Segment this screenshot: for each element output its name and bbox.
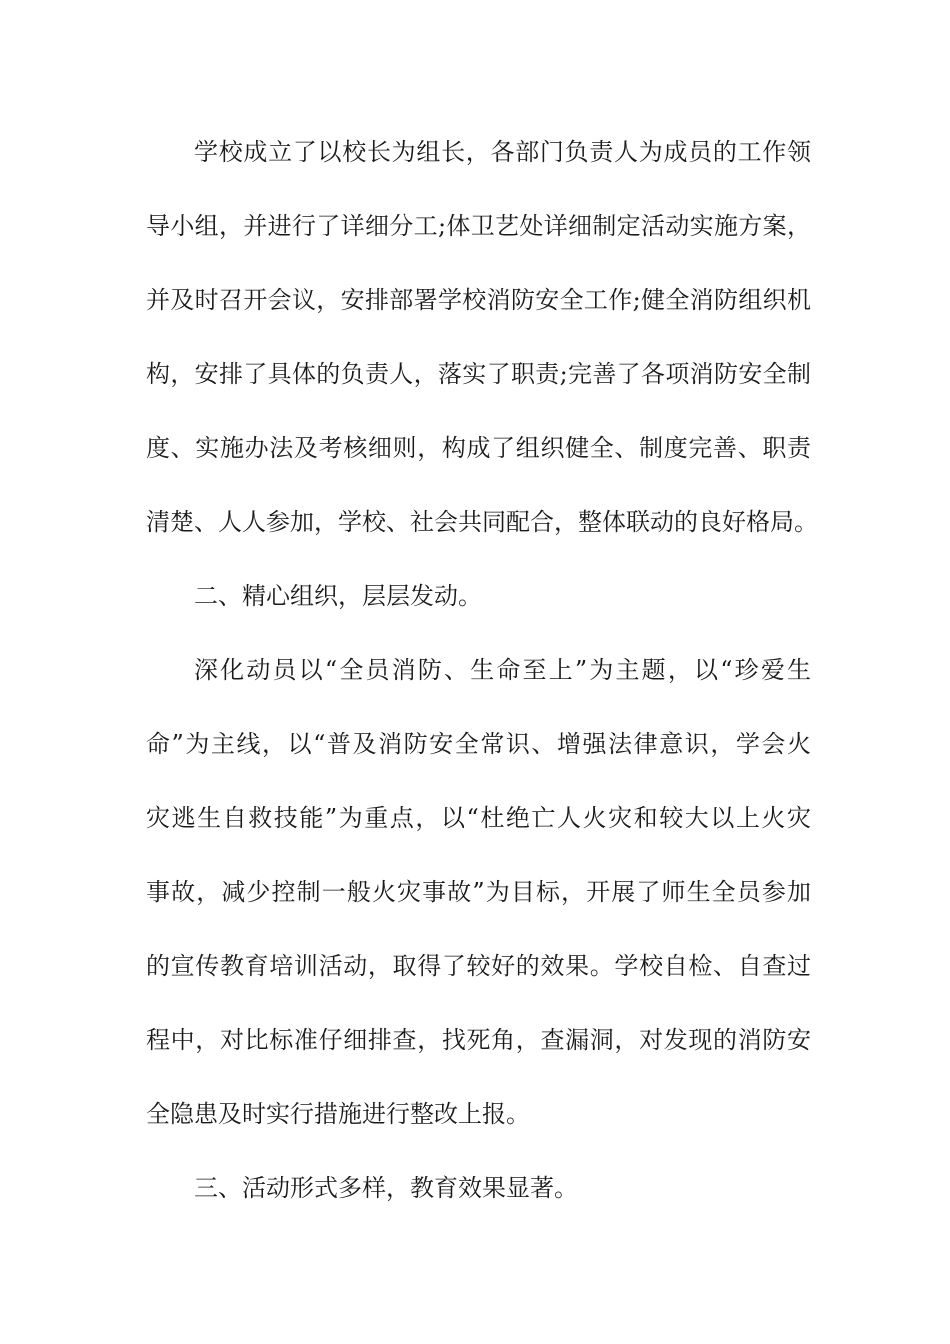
paragraph-1-line-4: 构，安排了具体的负责人，落实了职责;完善了各项消防安全制 [146,360,811,388]
paragraph-2-line-5: 的宣传教育培训活动，取得了较好的效果。学校自检、自查过 [146,952,811,980]
paragraph-2-line-6: 程中，对比标准仔细排查，找死角，查漏洞，对发现的消防安 [146,1026,811,1054]
paragraph-1-line-2: 导小组，并进行了详细分工;体卫艺处详细制定活动实施方案， [146,212,811,240]
paragraph-1-line-5: 度、实施办法及考核细则，构成了组织健全、制度完善、职责 [146,434,811,462]
paragraph-2-line-2: 命”为主线，以“普及消防安全常识、增强法律意识，学会火 [146,730,811,758]
paragraph-1-line-3: 并及时召开会议，安排部署学校消防安全工作;健全消防组织机 [146,286,811,314]
paragraph-1-line-6: 清楚、人人参加，学校、社会共同配合，整体联动的良好格局。 [146,508,818,536]
section-heading-2: 二、精心组织，层层发动。 [194,582,482,610]
paragraph-2-line-3: 灾逃生自救技能”为重点，以“杜绝亡人火灾和较大以上火灾 [146,804,811,832]
section-heading-3: 三、活动形式多样，教育效果显著。 [194,1174,578,1202]
paragraph-1-line-1: 学校成立了以校长为组长，各部门负责人为成员的工作领 [194,138,811,166]
paragraph-2-line-7: 全隐患及时实行措施进行整改上报。 [146,1100,530,1128]
paragraph-2-line-1: 深化动员以“全员消防、生命至上”为主题，以“珍爱生 [194,656,811,684]
paragraph-2-line-4: 事故，减少控制一般火灾事故”为目标，开展了师生全员参加 [146,878,811,906]
